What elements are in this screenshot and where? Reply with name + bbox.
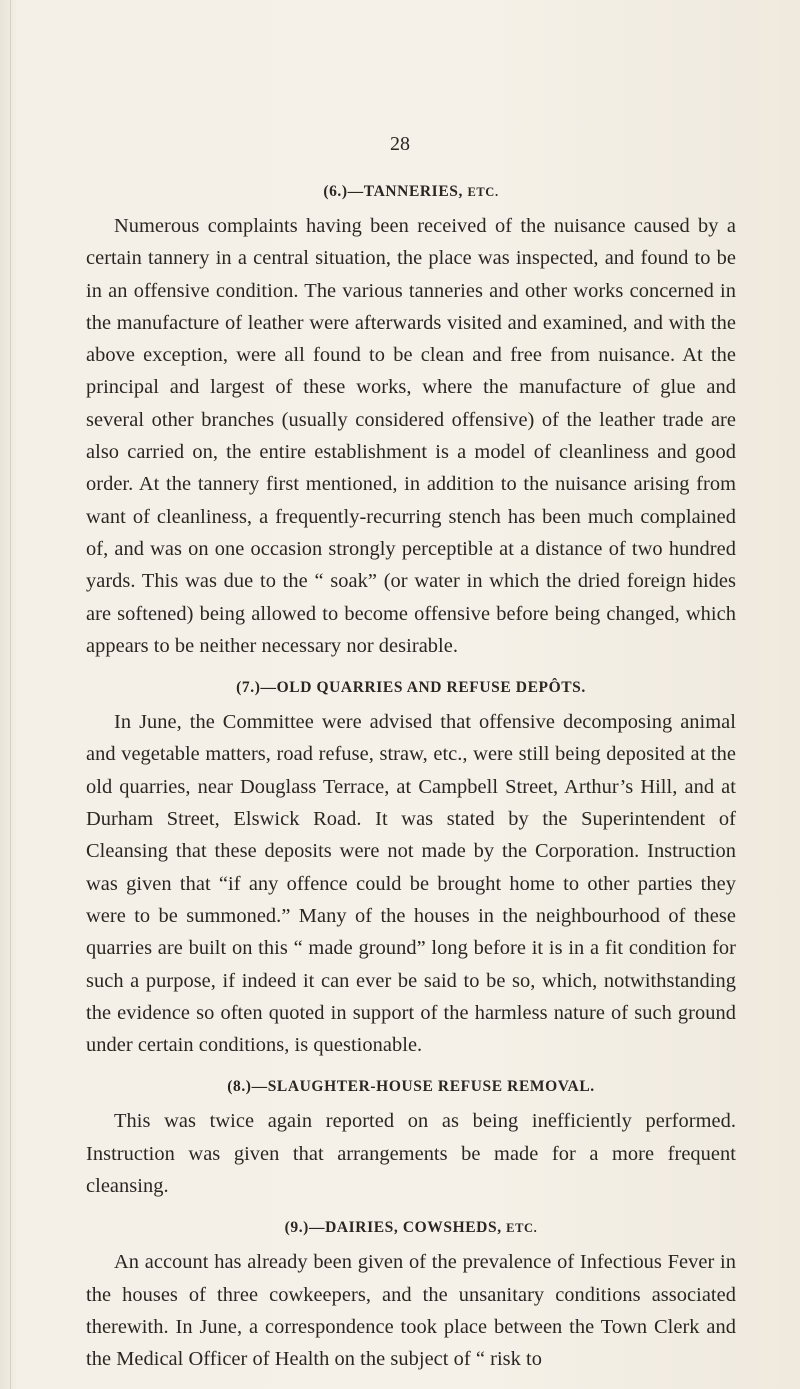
- section-heading: (8.)—SLAUGHTER-HOUSE REFUSE REMOVAL.: [227, 1078, 595, 1096]
- page-number: 28: [390, 133, 410, 155]
- section-heading: (9.)—DAIRIES, COWSHEDS, ETC.: [284, 1219, 538, 1237]
- section-number: (9.): [284, 1219, 309, 1237]
- section-number: (7.): [236, 679, 261, 697]
- section-heading: (6.)—TANNERIES, ETC.: [323, 183, 499, 200]
- section-title: SLAUGHTER-HOUSE REFUSE REMOVAL.: [267, 1078, 595, 1096]
- section-number: (6.): [323, 183, 348, 200]
- text-column: [86, 180, 736, 1376]
- section-dairies: [86, 1216, 736, 1375]
- section-tanneries: [86, 180, 736, 662]
- section-title-suffix: ETC.: [467, 185, 499, 199]
- section-title: DAIRIES, COWSHEDS,: [325, 1219, 502, 1237]
- section-heading: (7.)—OLD QUARRIES AND REFUSE DEPÔTS.: [236, 679, 586, 697]
- section-body: In June, the Committee were advised that offensive decomposing animal and vegetable matters, road refuse, straw, etc., were still being deposited at the old quarries, near Douglass Terrace, at Campbell Street, Arthur’s Hill, and at Durham Street, Elswick Road. It was stated by the Superintendent of Cleansing that these deposits were not made by the Corporation. Instruction was given that “if any offence could be brought home to other parties they were to be summoned.” Many of the houses in the neighbourhood of these quarries are built on this “ made ground” long before it is in a fit condition for such a purpose, if indeed it can ever be said to be so, which, notwithstanding the evidence so often quoted in support of the harmless nature of such ground under certain conditions, is questionable.: [86, 711, 736, 1057]
- section-old-quarries: [86, 676, 736, 1061]
- section-body: This was twice again reported on as being inefficiently performed. Instruction was given that arrangements be made for a more frequent cleansing.: [86, 1110, 736, 1198]
- section-title: OLD QUARRIES AND REFUSE DEPÔTS.: [276, 679, 586, 697]
- section-slaughter-house: [86, 1075, 736, 1202]
- section-title-suffix: ETC.: [506, 1221, 538, 1236]
- section-number: (8.): [227, 1078, 252, 1096]
- section-body: Numerous complaints having been received of the nuisance caused by a certain tannery in a central situation, the place was inspected, and found to be in an offensive condition. The various tanneries and other works concerned in the manufacture of leather were afterwards visited and examined, and with the above exception, were all found to be clean and free from nuisance. At the principal and largest of these works, where the manufacture of glue and several other branches (usually considered offensive) of the leather trade are also carried on, the entire establishment is a model of cleanliness and good order. At the tannery first mentioned, in addition to the nuisance arising from want of cleanliness, a frequently-recurring stench has been much complained of, and was on one occasion strongly perceptible at a distance of two hundred yards. This was due to the “ soak” (or water in which the dried foreign hides are softened) being allowed to become offensive before being changed, which appears to be neither necessary nor desirable.: [86, 215, 736, 657]
- page-edge: [10, 0, 11, 1389]
- section-title: TANNERIES,: [363, 183, 463, 200]
- section-body: An account has already been given of the prevalence of Infectious Fever in the houses of three cowkeepers, and the unsanitary conditions associated therewith. In June, a correspondence took place between the Town Clerk and the Medical Officer of Health on the subject of “ risk to: [86, 1251, 736, 1371]
